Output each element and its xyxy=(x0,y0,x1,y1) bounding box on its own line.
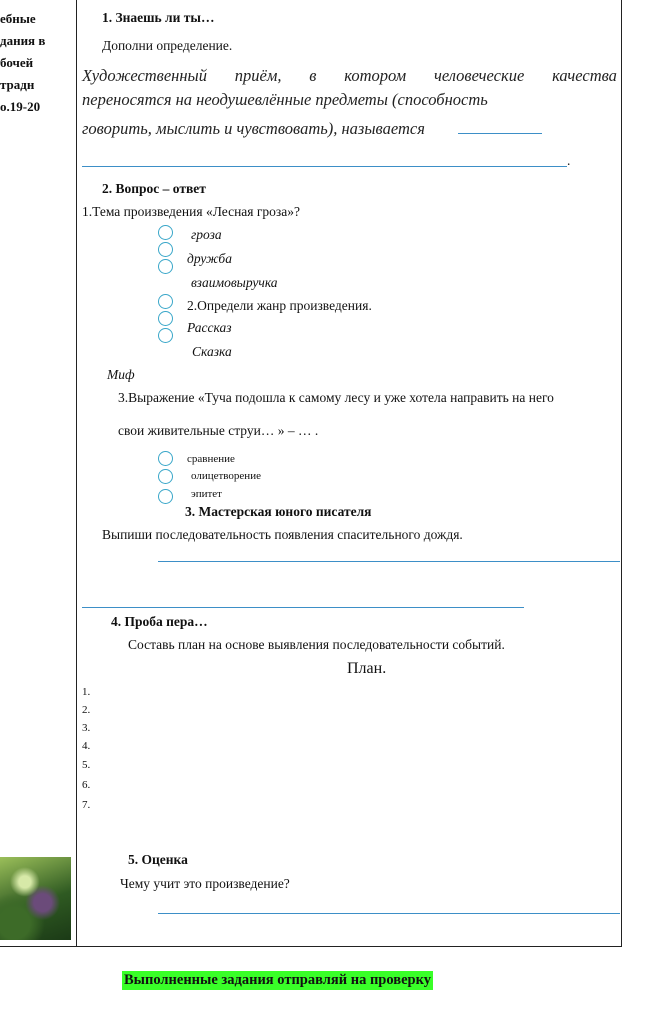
plan-item: 5. xyxy=(82,759,91,771)
section1-instruction: Дополни определение. xyxy=(102,38,233,53)
q3-option-label: олицетворение xyxy=(191,470,261,482)
plan-title: План. xyxy=(347,660,387,677)
definition-word: в xyxy=(309,66,317,85)
table-right-border xyxy=(621,0,622,946)
q1-option-label: дружба xyxy=(187,251,232,266)
section3-title: 3. Мастерская юного писателя xyxy=(185,504,372,519)
radio-option[interactable] xyxy=(158,451,173,466)
table-bottom-border xyxy=(0,946,622,947)
q2-option-label: Миф xyxy=(107,367,135,382)
table-divider xyxy=(76,0,77,946)
plan-item: 6. xyxy=(82,779,91,791)
q2-option-label: Сказка xyxy=(192,344,232,359)
radio-option[interactable] xyxy=(158,311,173,326)
plan-item: 2. xyxy=(82,704,91,716)
definition-word: приём, xyxy=(234,66,282,85)
definition-line-3: говорить, мыслить и чувствовать), называется xyxy=(82,119,425,138)
definition-line-2: переносятся на неодушевлённые предметы (способность xyxy=(82,90,488,109)
section4-title: 4. Проба пера… xyxy=(111,614,208,629)
definition-word: Художественный xyxy=(82,66,207,85)
q3-option-label: эпитет xyxy=(191,488,222,500)
radio-option[interactable] xyxy=(158,469,173,484)
section1-title: 1. Знаешь ли ты… xyxy=(102,10,215,25)
radio-option[interactable] xyxy=(158,225,173,240)
radio-option[interactable] xyxy=(158,489,173,504)
q1-option-label: гроза xyxy=(191,227,222,242)
definition-line-1 xyxy=(82,66,617,86)
section3-instruction: Выпиши последовательность появления спасительного дождя. xyxy=(102,527,463,542)
plan-item: 1. xyxy=(82,686,91,698)
sidebar-caption xyxy=(0,8,45,118)
question-3-line-2: свои живительные струи… » – … . xyxy=(118,423,319,438)
plan-item: 3. xyxy=(82,722,91,734)
definition-word: человеческие xyxy=(433,66,525,85)
q3-option-label: сравнение xyxy=(187,453,235,465)
section4-instruction: Составь план на основе выявления последовательности событий. xyxy=(128,637,505,652)
section2-title: 2. Вопрос – ответ xyxy=(102,181,206,196)
answer-line-4[interactable] xyxy=(82,607,524,608)
question-2: 2.Определи жанр произведения. xyxy=(187,298,372,313)
sidebar-line: бочей xyxy=(0,55,34,70)
sidebar-line: ебные xyxy=(0,11,36,26)
radio-option[interactable] xyxy=(158,242,173,257)
question-1: 1.Тема произведения «Лесная гроза»? xyxy=(82,204,300,219)
plan-item: 7. xyxy=(82,799,91,811)
fairy-illustration xyxy=(0,857,71,940)
end-dot: . xyxy=(567,153,571,168)
section5-question: Чему учит это произведение? xyxy=(120,876,290,891)
question-3-line-1: 3.Выражение «Туча подошла к самому лесу и уже хотела направить на него xyxy=(118,390,554,405)
sidebar-line: о.19-20 xyxy=(0,99,41,114)
section5-title: 5. Оценка xyxy=(128,852,188,867)
definition-word: качества xyxy=(552,66,617,85)
definition-word: котором xyxy=(344,66,407,85)
sidebar-line: дания в xyxy=(0,33,46,48)
plan-item: 4. xyxy=(82,740,91,752)
q1-option-label: взаимовыручка xyxy=(191,275,278,290)
radio-option[interactable] xyxy=(158,294,173,309)
sidebar-line: традн xyxy=(0,77,35,92)
answer-line-5[interactable] xyxy=(158,913,620,914)
q2-option-label: Рассказ xyxy=(187,320,232,335)
submit-banner: Выполненные задания отправляй на проверку xyxy=(124,972,431,988)
answer-line-3[interactable] xyxy=(158,561,620,562)
answer-line-1[interactable] xyxy=(458,133,542,134)
radio-option[interactable] xyxy=(158,259,173,274)
radio-option[interactable] xyxy=(158,328,173,343)
answer-line-2[interactable] xyxy=(82,166,567,167)
